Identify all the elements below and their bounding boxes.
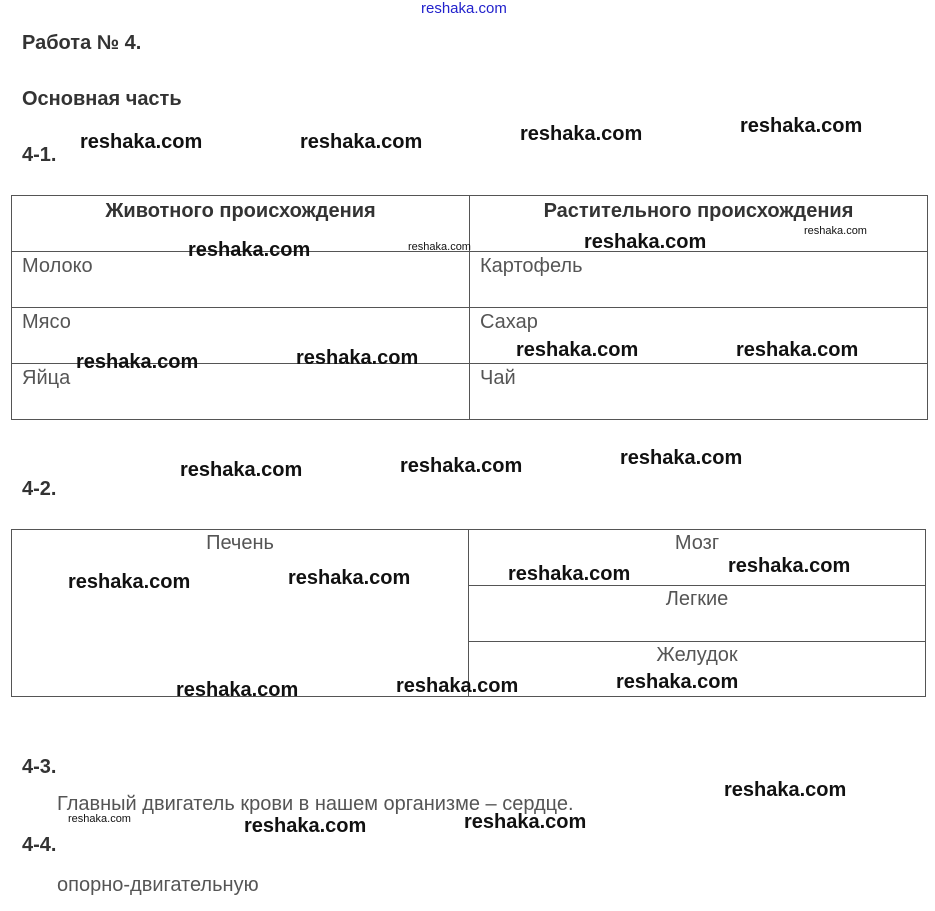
watermark: reshaka.com (620, 447, 743, 469)
watermark: reshaka.com (80, 131, 203, 153)
watermark: reshaka.com (520, 123, 643, 145)
task-4-4-answer: опорно-двигательную (57, 874, 259, 896)
cell-plant: Сахар (470, 308, 928, 364)
task-4-3-answer: Главный двигатель крови в нашем организме – сердце. (57, 793, 574, 815)
watermark: reshaka.com (740, 115, 863, 137)
watermark: reshaka.com (508, 563, 631, 585)
cell-animal: Яйца (12, 364, 470, 420)
header-animal: Животного происхождения (12, 196, 470, 252)
watermark: reshaka.com (396, 675, 519, 697)
watermark: reshaka.com (68, 813, 131, 825)
organ-lungs: Легкие (665, 588, 729, 610)
cell-animal: Мясо (12, 308, 470, 364)
page-title: Работа № 4. (22, 32, 142, 54)
watermark: reshaka.com (464, 811, 587, 833)
watermark: reshaka.com (584, 231, 707, 253)
cell-plant: Чай (470, 364, 928, 420)
cell-animal: Молоко (12, 252, 470, 308)
task-4-2-label: 4-2. (22, 478, 57, 500)
watermark: reshaka.com (188, 239, 311, 261)
watermark: reshaka.com (728, 555, 851, 577)
watermark: reshaka.com (244, 815, 367, 837)
task-4-1-label: 4-1. (22, 144, 57, 166)
watermark: reshaka.com (804, 225, 867, 237)
watermark: reshaka.com (296, 347, 419, 369)
watermark: reshaka.com (76, 351, 199, 373)
watermark: reshaka.com (408, 241, 471, 253)
task-4-3-label: 4-3. (22, 756, 57, 778)
organ-stomach: Желудок (656, 644, 738, 666)
task-4-4-label: 4-4. (22, 834, 57, 856)
watermark: reshaka.com (180, 459, 303, 481)
cell-plant: Картофель (470, 252, 928, 308)
watermark: reshaka.com (724, 779, 847, 801)
watermark: reshaka.com (300, 131, 423, 153)
watermark: reshaka.com (616, 671, 739, 693)
food-origin-table (11, 195, 928, 420)
watermark: reshaka.com (736, 339, 859, 361)
organs-divider-2 (468, 641, 926, 642)
watermark-top: reshaka.com (421, 0, 507, 17)
header-plant: Растительного происхождения (470, 196, 928, 252)
table-row (12, 252, 928, 308)
organ-brain: Мозг (674, 532, 720, 554)
section-title: Основная часть (22, 88, 182, 110)
watermark: reshaka.com (516, 339, 639, 361)
watermark: reshaka.com (400, 455, 523, 477)
watermark: reshaka.com (68, 571, 191, 593)
watermark: reshaka.com (288, 567, 411, 589)
watermark: reshaka.com (176, 679, 299, 701)
organ-liver: Печень (206, 532, 274, 554)
